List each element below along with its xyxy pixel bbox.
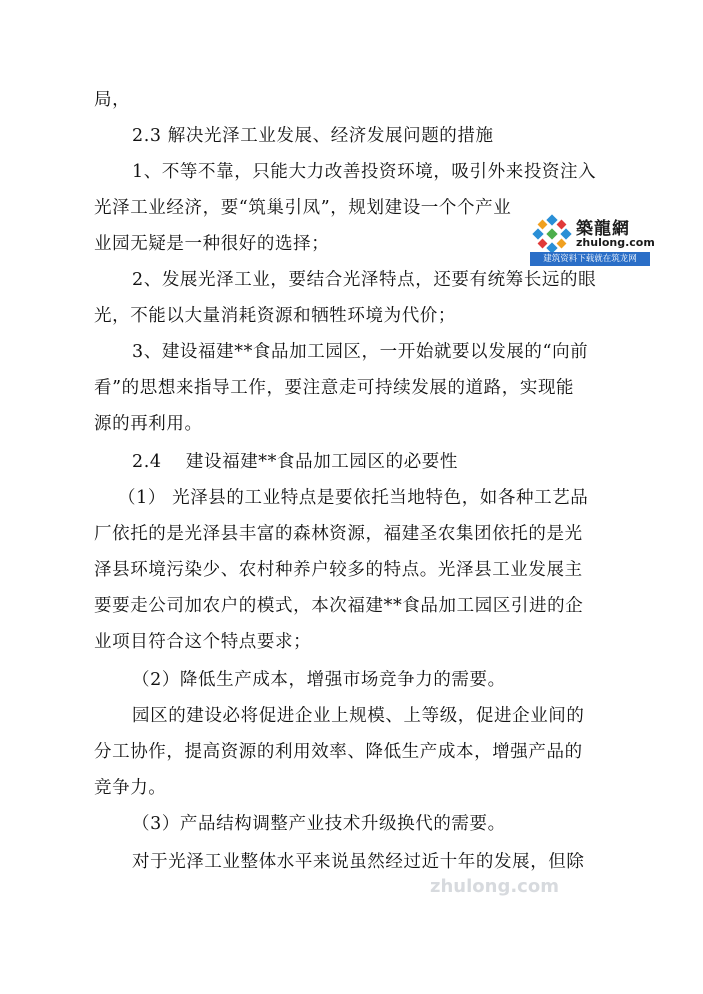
text-line: （1） 光泽县的工业特点是要依托当地特色，如各种工艺品 xyxy=(118,488,589,508)
text-line: 对于光泽工业整体水平来说虽然经过近十年的发展，但除 xyxy=(132,852,585,872)
watermark-bottom-site: zhulong.com xyxy=(430,876,559,897)
text-line: 业项目符合这个特点要求； xyxy=(94,632,312,652)
text-line: 局， xyxy=(94,90,131,110)
text-line: 光泽工业经济，要“筑巢引凤”，规划建设一个个产业 xyxy=(94,198,512,218)
text-line: 光，不能以大量消耗资源和牺牲环境为代价； xyxy=(94,306,456,326)
text-line: （2）降低生产成本，增强市场竞争力的需要。 xyxy=(132,670,506,690)
text-line: 竞争力。 xyxy=(94,778,167,798)
text-line: （3）产品结构调整产业技术升级换代的需要。 xyxy=(132,814,506,834)
watermark-logo xyxy=(530,208,655,266)
text-line: 要要走公司加农户的模式，本次福建**食品加工园区引进的企 xyxy=(94,596,584,616)
watermark-site: zhulong.com xyxy=(576,236,655,249)
text-line: 2、发展光泽工业，要结合光泽特点，还要有统筹长远的眼 xyxy=(132,270,597,290)
text-line: 分工协作，提高资源的利用效率、降低生产成本，增强产品的 xyxy=(94,742,583,762)
text-line: 厂依托的是光泽县丰富的森林资源，福建圣农集团依托的是光 xyxy=(94,524,583,544)
text-line: 1、不等不靠，只能大力改善投资环境，吸引外来投资注入 xyxy=(132,162,597,182)
flower-logo-icon xyxy=(532,214,572,254)
text-line: 园区的建设必将促进企业上规模、上等级，促进企业间的 xyxy=(132,706,585,726)
text-line: 源的再利用。 xyxy=(94,414,203,434)
text-line: 3、建设福建**食品加工园区，一开始就要以发展的“向前 xyxy=(132,342,589,362)
text-line: 看”的思想来指导工作，要注意走可持续发展的道路，实现能 xyxy=(94,378,575,398)
section-heading: 2.4 建设福建**食品加工园区的必要性 xyxy=(132,452,458,472)
text-line: 泽县环境污染少、农村种养户较多的特点。光泽县工业发展主 xyxy=(94,560,583,580)
text-line: 业园无疑是一种很好的选择； xyxy=(94,234,330,254)
watermark-slogan: 建筑资料下载就在筑龙网 xyxy=(530,252,650,266)
section-heading: 2.3 解决光泽工业发展、经济发展问题的措施 xyxy=(132,126,494,146)
watermark-title: 築龍網 xyxy=(576,219,630,239)
